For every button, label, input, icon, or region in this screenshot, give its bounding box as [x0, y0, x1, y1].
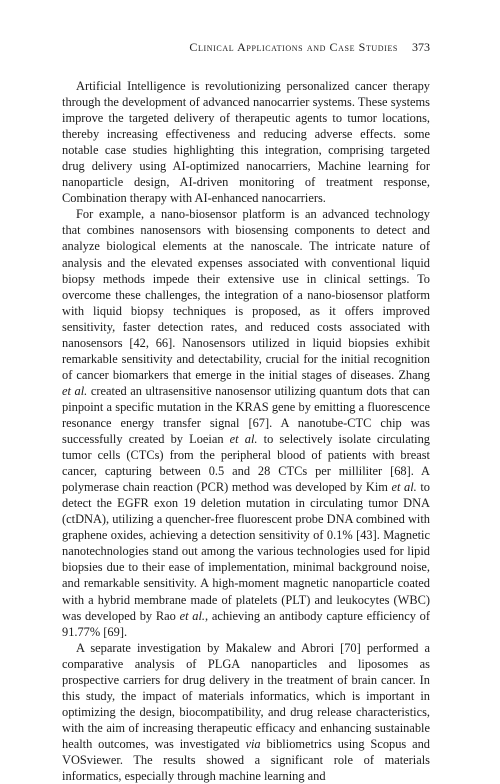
paragraph-1: Artificial Intelligence is revolutionizing personalized cancer therapy through the development of advanced nanocarrier systems. These systems improve the targeted delivery of therapeutic agents to tumor locations, thereby increasing effectiveness and reducing adverse effects. some notable case studies highlighting this integration, comprising targeted drug delivery using AI-optimized nanocarriers, Machine learning for nanoparticle design, AI-driven monitoring of treatment response, Combination therapy with AI-enhanced nanocarriers. — [62, 79, 430, 206]
body-text — [62, 78, 430, 784]
page-number: 373 — [412, 40, 430, 54]
running-head-title: Clinical Applications and Case Studies — [189, 40, 398, 54]
paragraph-2: For example, a nano-biosensor platform is an advanced technology that combines nanosensors with biosensing components to detect and analyze biological elements at the nanoscale. The intricate nature of analysis and the elevated expenses associated with conventional liquid biopsy methods impede their extensive use in clinical settings. To overcome these challenges, the integration of a nano-biosensor platform with liquid biopsy techniques is proposed, as it offers improved sensitivity, faster detection rates, and reduced costs associated with nanosensors [42, 66]. Nanosensors utilized in liquid biopsies exhibit remarkable sensitivity and detectability, crucial for the initial recognition of cancer biomarkers that emerge in the initial stages of diseases. Zhang et al. created an ultrasensitive nanosensor utilizing quantum dots that can pinpoint a specific mutation in the KRAS gene by emitting a fluorescence resonance energy transfer signal [67]. A nanotube-CTC chip was successfully created by Loeian et al. to selectively isolate circulating tumor cells (CTCs) from the peripheral blood of patients with breast cancer, capturing between 0.5 and 28 CTCs per milliliter [68]. A polymerase chain reaction (PCR) method was developed by Kim et al. to detect the EGFR exon 19 deletion mutation in circulating tumor DNA (ctDNA), utilizing a quencher-free fluorescent probe DNA combined with graphene oxides, achieving a detection sensitivity of 0.1% [43]. Magnetic nanotechnologies stand out among the various technologies used for lipid biopsies due to their ease of implementation, minimal background noise, and remarkable sensitivity. A high-moment magnetic nanoparticle coated with a hybrid membrane made of platelets (PLT) and leukocytes (WBC) was developed by Rao et al., achieving an antibody capture efficiency of 91.77% [69]. — [62, 207, 430, 639]
running-head — [62, 40, 430, 55]
paragraph-3: A separate investigation by Makalew and Abrori [70] performed a comparative analysis of PLGA nanoparticles and liposomes as prospective carriers for drug delivery in the treatment of brain cancer. In this study, the impact of materials informatics, which is important in optimizing the design, biocompatibility, and drug release characteristics, with the aim of increasing therapeutic efficacy and enhancing sustainable health outcomes, was investigated via bibliometrics using Scopus and VOSviewer. The results showed a significant role of materials informatics, especially through machine learning and — [62, 640, 430, 784]
